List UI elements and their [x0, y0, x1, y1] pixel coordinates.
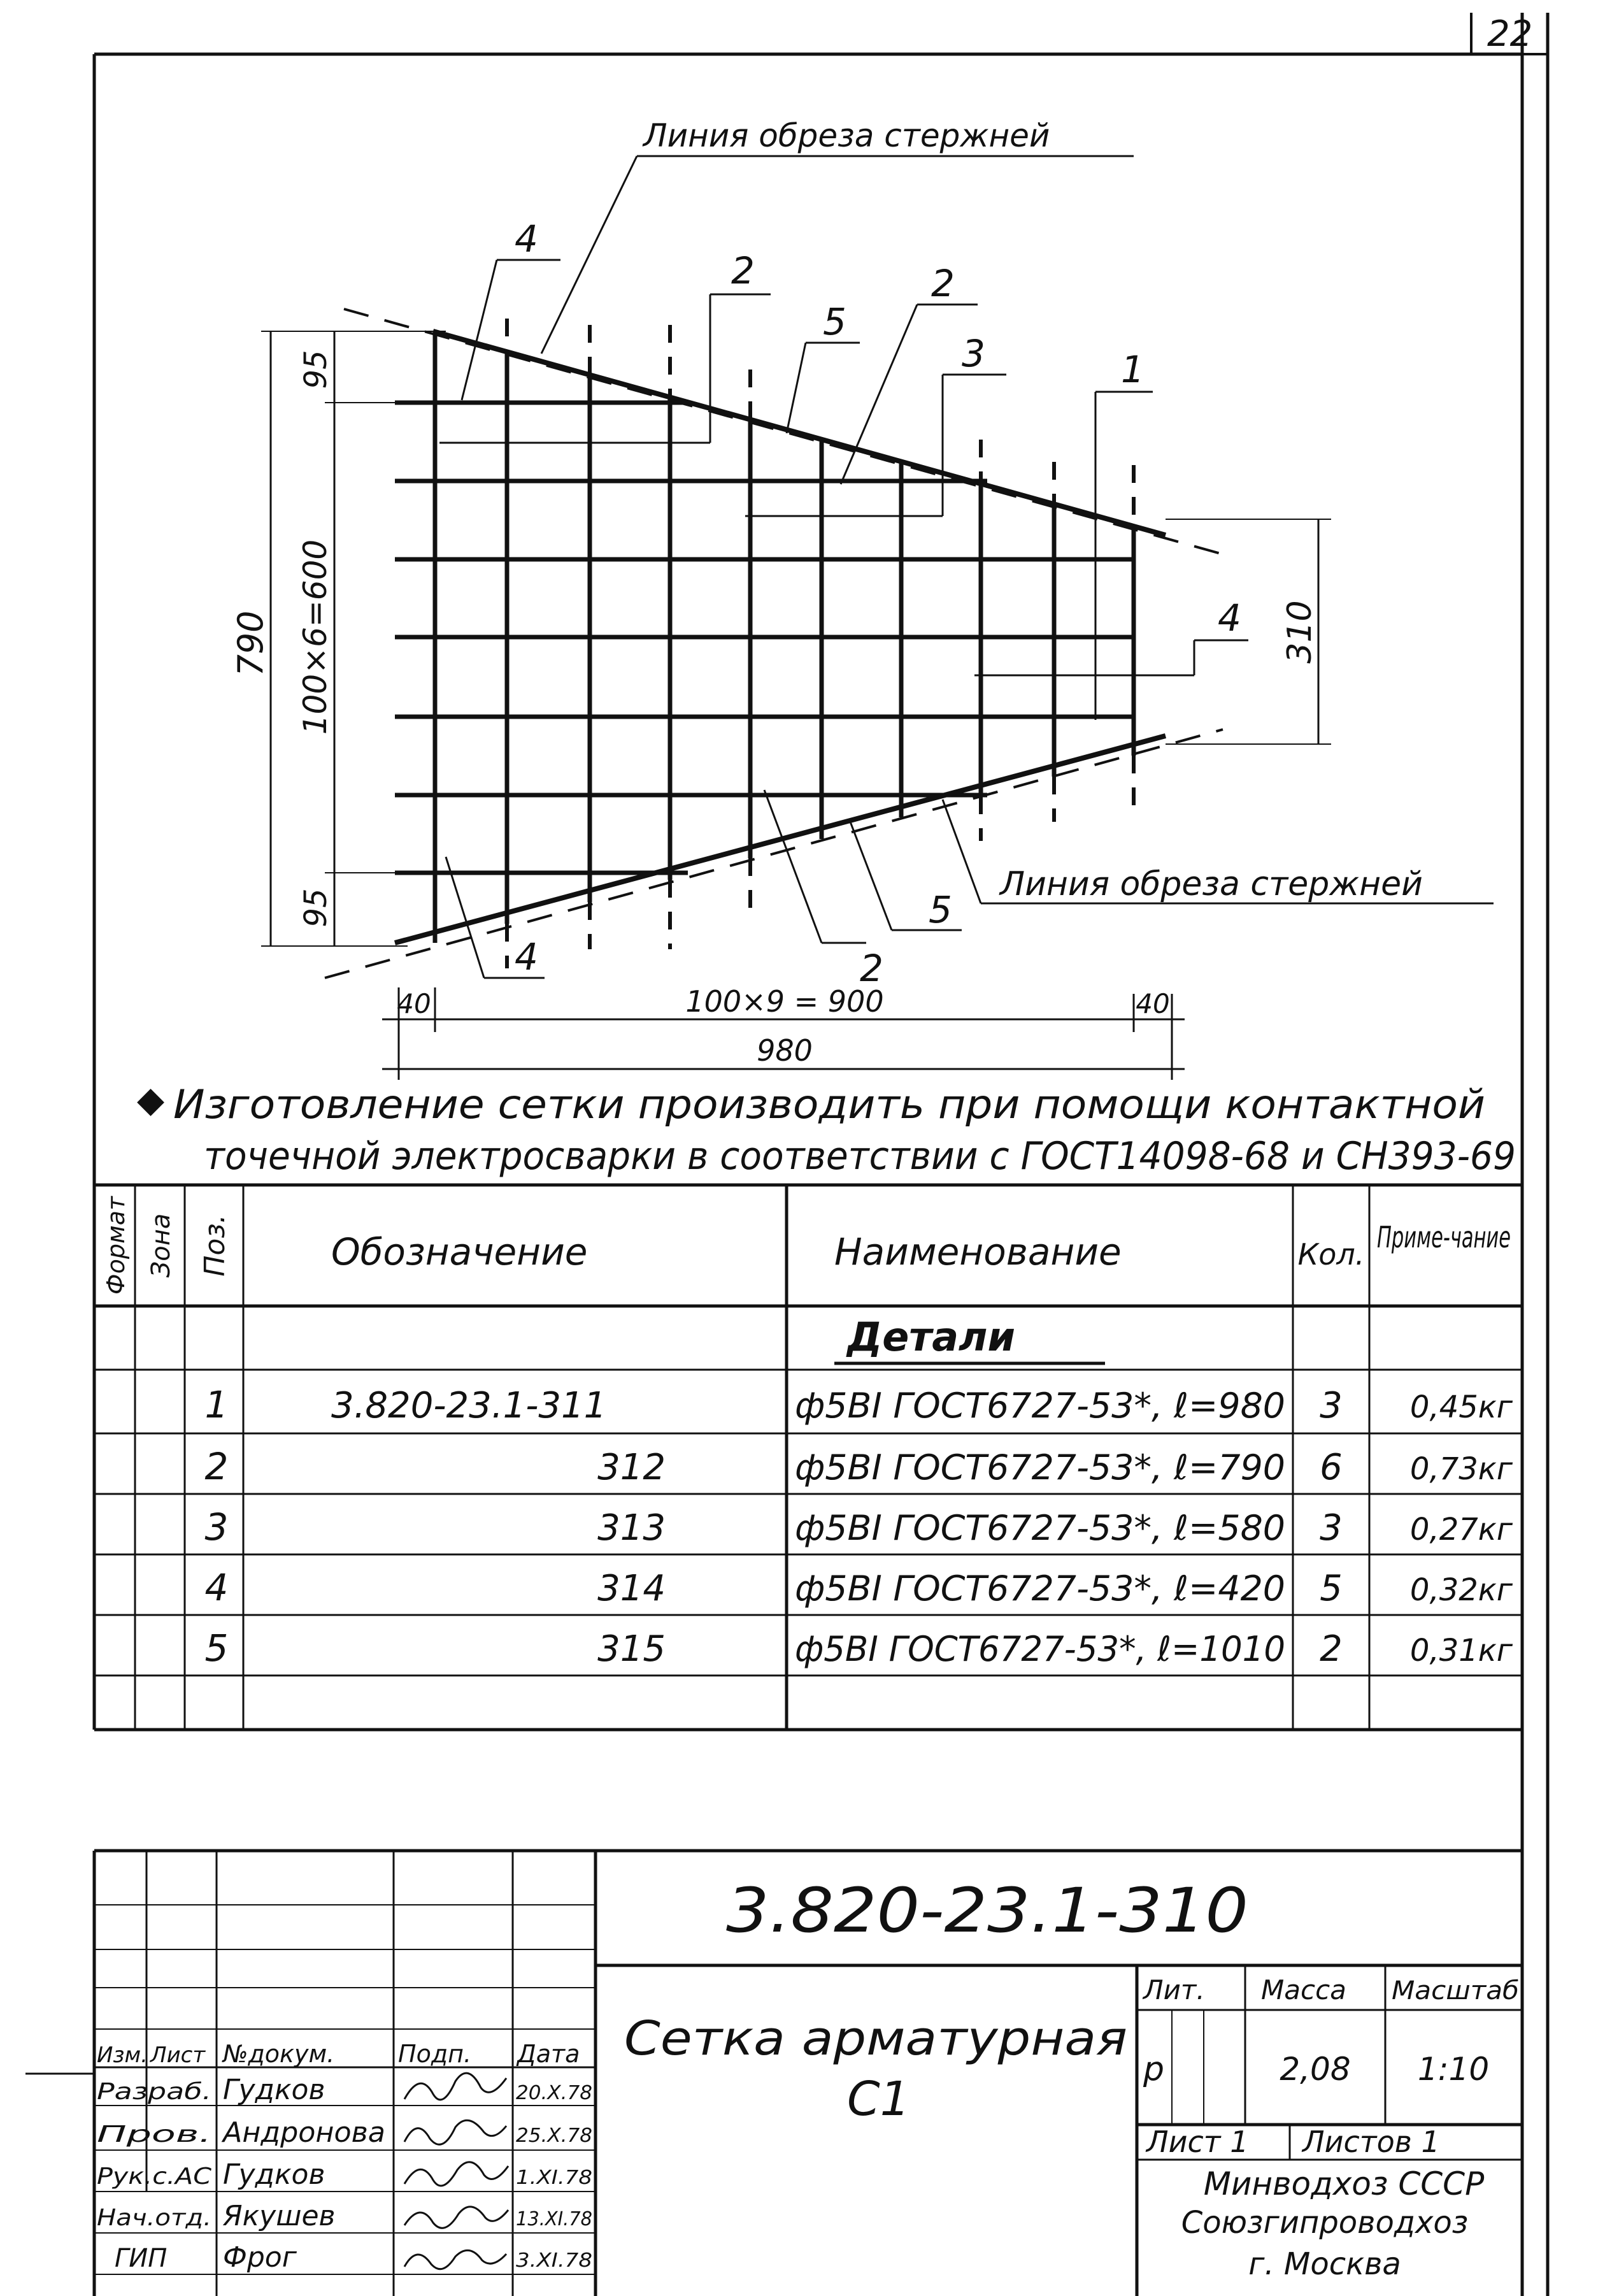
dim-95-top: 95 — [298, 350, 334, 389]
note-line-2: точечной электросварки в соответствии с ГОСТ14098-68 и СН393-69 — [204, 1134, 1516, 1179]
row-5-note: 0,31кг — [1409, 1633, 1513, 1668]
row-5-qty: 2 — [1320, 1628, 1343, 1670]
row-1-note: 0,45кг — [1409, 1389, 1513, 1425]
doc-code: 3.820-23.1-310 — [726, 1875, 1248, 1946]
dim-40-left: 40 — [397, 988, 431, 1019]
row-4-designation: 314 — [597, 1568, 666, 1609]
list-item — [97, 2116, 592, 2149]
sheet-label: Лист 1 — [1146, 2125, 1249, 2159]
dim-40-right: 40 — [1136, 988, 1170, 1019]
col-sheet: Лист — [150, 2042, 206, 2068]
person-4-role: Нач.отд. — [97, 2205, 211, 2231]
note-bullet: ◆ — [137, 1079, 165, 1121]
header-format: Формат — [102, 1196, 130, 1295]
callout-bottom-2: 2 — [860, 947, 883, 990]
person-2-date: 25.X.78 — [516, 2125, 592, 2147]
person-5-date: 3.XI.78 — [516, 2249, 592, 2272]
dim-310: 310 — [1281, 600, 1319, 664]
dim-100x9: 100×9 = 900 — [685, 984, 884, 1019]
callout-top-1: 1 — [1121, 348, 1145, 391]
table-row — [205, 1505, 1513, 1549]
person-2-name: Андронова — [220, 2116, 385, 2149]
lit-label: Лит. — [1143, 1974, 1205, 2005]
person-1-date: 20.X.78 — [516, 2082, 592, 2104]
row-5-name: ф5ВI ГОСТ6727-53*, ℓ=1010 — [795, 1629, 1285, 1669]
header-pos: Поз. — [199, 1214, 231, 1277]
signature-1 — [404, 2073, 506, 2100]
sheet-number: 22 — [1487, 13, 1533, 55]
row-2-designation: 312 — [597, 1447, 666, 1488]
col-date: Дата — [517, 2040, 580, 2068]
row-2-note: 0,73кг — [1409, 1451, 1513, 1487]
person-3-date: 1.XI.78 — [516, 2167, 592, 2189]
cut-line-label-top: Линия обреза стержней — [643, 117, 1050, 154]
callout-bottom-5: 5 — [929, 888, 952, 931]
dim-95-bottom: 95 — [298, 888, 334, 928]
person-2-role: Пров. — [97, 2121, 211, 2148]
leader-lines — [439, 156, 1494, 978]
person-5-role: ГИП — [115, 2244, 168, 2273]
row-3-pos: 3 — [204, 1505, 229, 1549]
dim-980: 980 — [757, 1033, 813, 1068]
dim-100x6: 100×6=600 — [297, 539, 334, 735]
header-designation: Обозначение — [331, 1230, 588, 1274]
person-4-name: Якушев — [223, 2200, 336, 2232]
header-zone: Зона — [146, 1213, 176, 1278]
row-2-name: ф5ВI ГОСТ6727-53*, ℓ=790 — [795, 1447, 1285, 1488]
row-4-pos: 4 — [204, 1566, 229, 1609]
callout-bottom-4: 4 — [515, 935, 538, 979]
row-4-note: 0,32кг — [1409, 1572, 1513, 1608]
person-4-date: 13.XI.78 — [516, 2208, 592, 2230]
list-item — [97, 2200, 592, 2232]
col-change: Изм. — [97, 2042, 148, 2068]
scale-value: 1:10 — [1417, 2051, 1490, 2088]
row-3-name: ф5ВI ГОСТ6727-53*, ℓ=580 — [795, 1508, 1285, 1548]
mesh-bar-bottom-inclined — [395, 736, 1166, 943]
row-4-qty: 5 — [1320, 1568, 1343, 1609]
callout-top-3: 3 — [962, 332, 985, 375]
mass-value: 2,08 — [1280, 2051, 1351, 2088]
callout-top-4: 4 — [515, 217, 538, 261]
header-name: Наименование — [834, 1230, 1122, 1274]
org-line-2: Союзгипроводхоз — [1181, 2205, 1469, 2241]
person-1-name: Гудков — [223, 2074, 325, 2106]
signature-5 — [404, 2250, 506, 2269]
list-item — [97, 2073, 592, 2106]
list-item — [115, 2241, 592, 2274]
callout-top-2a: 2 — [731, 249, 755, 292]
cut-line-bottom — [325, 729, 1223, 978]
signature-3 — [404, 2162, 508, 2186]
header-note: Приме-чание — [1377, 1220, 1511, 1254]
header-qty: Кол. — [1297, 1237, 1365, 1272]
callout-top-5: 5 — [823, 300, 846, 343]
row-5-pos: 5 — [204, 1626, 229, 1670]
row-1-pos: 1 — [204, 1383, 229, 1426]
note-line-1: Изготовление сетки производить при помощи контактной — [173, 1081, 1485, 1128]
table-row — [205, 1383, 1513, 1426]
callout-top-2b: 2 — [931, 262, 955, 305]
row-3-designation: 313 — [597, 1507, 666, 1549]
signature-4 — [404, 2207, 508, 2228]
row-1-designation: 3.820-23.1-311 — [331, 1385, 607, 1426]
callout-right-4: 4 — [1218, 596, 1241, 640]
org-line-1: Минводхоз СССР — [1203, 2165, 1485, 2202]
row-1-name: ф5ВI ГОСТ6727-53*, ℓ=980 — [795, 1386, 1285, 1426]
person-1-role: Разраб. — [97, 2079, 211, 2105]
row-1-qty: 3 — [1320, 1385, 1343, 1426]
signature-2 — [404, 2120, 506, 2144]
dimension-lines — [261, 331, 1331, 1080]
lit-value: р — [1143, 2050, 1165, 2088]
table-row — [205, 1566, 1513, 1609]
row-2-pos: 2 — [204, 1445, 229, 1488]
scale-label: Масштаб — [1392, 1976, 1519, 2005]
sheets-label: Листов 1 — [1302, 2125, 1440, 2159]
dim-790: 790 — [231, 610, 271, 677]
org-line-3: г. Москва — [1248, 2246, 1401, 2282]
row-4-name: ф5ВI ГОСТ6727-53*, ℓ=420 — [795, 1568, 1285, 1609]
col-doc-no: №докум. — [223, 2040, 335, 2068]
row-2-qty: 6 — [1320, 1447, 1343, 1488]
mass-label: Масса — [1261, 1974, 1346, 2005]
title-line-2: С1 — [847, 2072, 910, 2127]
table-row — [205, 1445, 1513, 1488]
col-signature: Подп. — [398, 2040, 472, 2068]
table-row — [205, 1626, 1513, 1670]
section-title-details: Детали — [847, 1314, 1015, 1360]
person-3-name: Гудков — [223, 2158, 325, 2191]
person-5-name: Фрог — [223, 2241, 297, 2274]
row-3-qty: 3 — [1320, 1507, 1343, 1549]
cut-line-label-bottom: Линия обреза стержней — [1000, 865, 1423, 903]
person-3-role: Рук.с.АС — [97, 2163, 212, 2190]
row-3-note: 0,27кг — [1409, 1512, 1513, 1547]
list-item — [97, 2158, 592, 2191]
title-line-1: Сетка арматурная — [624, 2011, 1127, 2066]
row-5-designation: 315 — [597, 1628, 666, 1670]
